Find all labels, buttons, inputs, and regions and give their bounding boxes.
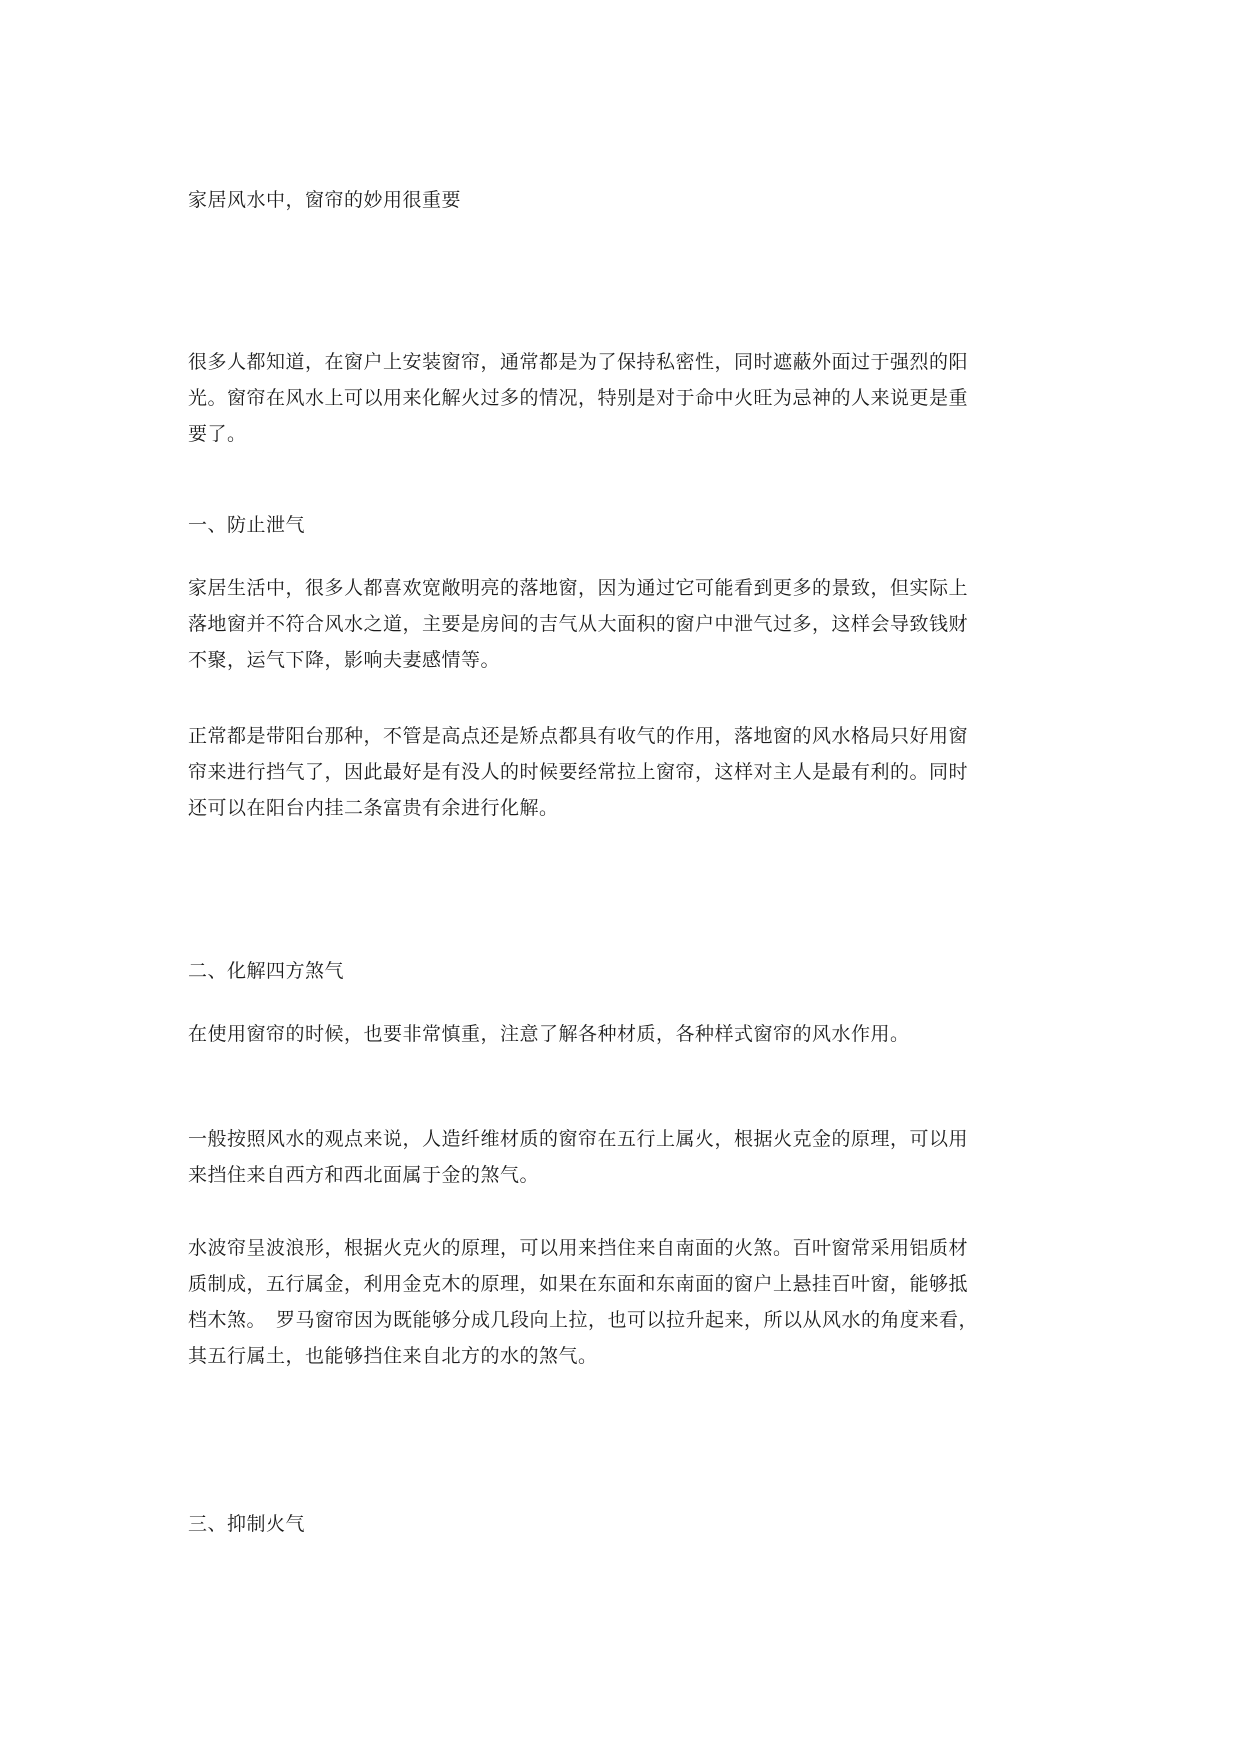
intro-paragraph: 很多人都知道，在窗户上安装窗帘，通常都是为了保持私密性，同时遮蔽外面过于强烈的阳 光。窗帘在风水上可以用来化解火过多的情况，特别是对于命中火旺为忌神的人来说更是重 要了。 (188, 351, 969, 445)
section-1-paragraph-1: 家居生活中，很多人都喜欢宽敞明亮的落地窗，因为通过它可能看到更多的景致，但实际上 落地窗并不符合风水之道，主要是房间的吉气从大面积的窗户中泄气过多，这样会导致钱财 不聚，运气下降，影响夫妻感情等。 (188, 577, 969, 671)
document-title: 家居风水中，窗帘的妙用很重要 (188, 189, 462, 211)
section-2-paragraph-3: 水波帘呈波浪形，根据火克火的原理，可以用来挡住来自南面的火煞。百叶窗常采用铝质材 质制成，五行属金，利用金克木的原理，如果在东面和东南面的窗户上悬挂百叶窗，能够抵 档木煞。 罗马窗帘因为既能够分成几段向上拉，也可以拉升起来，所以从风水的角度来看， 其五行属土，也能够挡住来自北方的水的煞气。 (188, 1237, 979, 1367)
section-2-paragraph-2: 一般按照风水的观点来说，人造纤维材质的窗帘在五行上属火，根据火克金的原理，可以用 来挡住来自西方和西北面属于金的煞气。 (188, 1128, 969, 1186)
section-1-paragraph-2: 正常都是带阳台那种，不管是高点还是矫点都具有收气的作用，落地窗的风水格局只好用窗 帘来进行挡气了，因此最好是有没人的时候要经常拉上窗帘，这样对主人是最有利的。同时 还可以在阳台内挂二条富贵有余进行化解。 (188, 725, 969, 819)
section-3-heading: 三、抑制火气 (188, 1513, 306, 1535)
section-2-paragraph-1: 在使用窗帘的时候，也要非常慎重，注意了解各种材质，各种样式窗帘的风水作用。 (188, 1023, 910, 1045)
section-1-heading: 一、防止泄气 (188, 514, 306, 536)
section-2-heading: 二、化解四方煞气 (188, 960, 345, 982)
